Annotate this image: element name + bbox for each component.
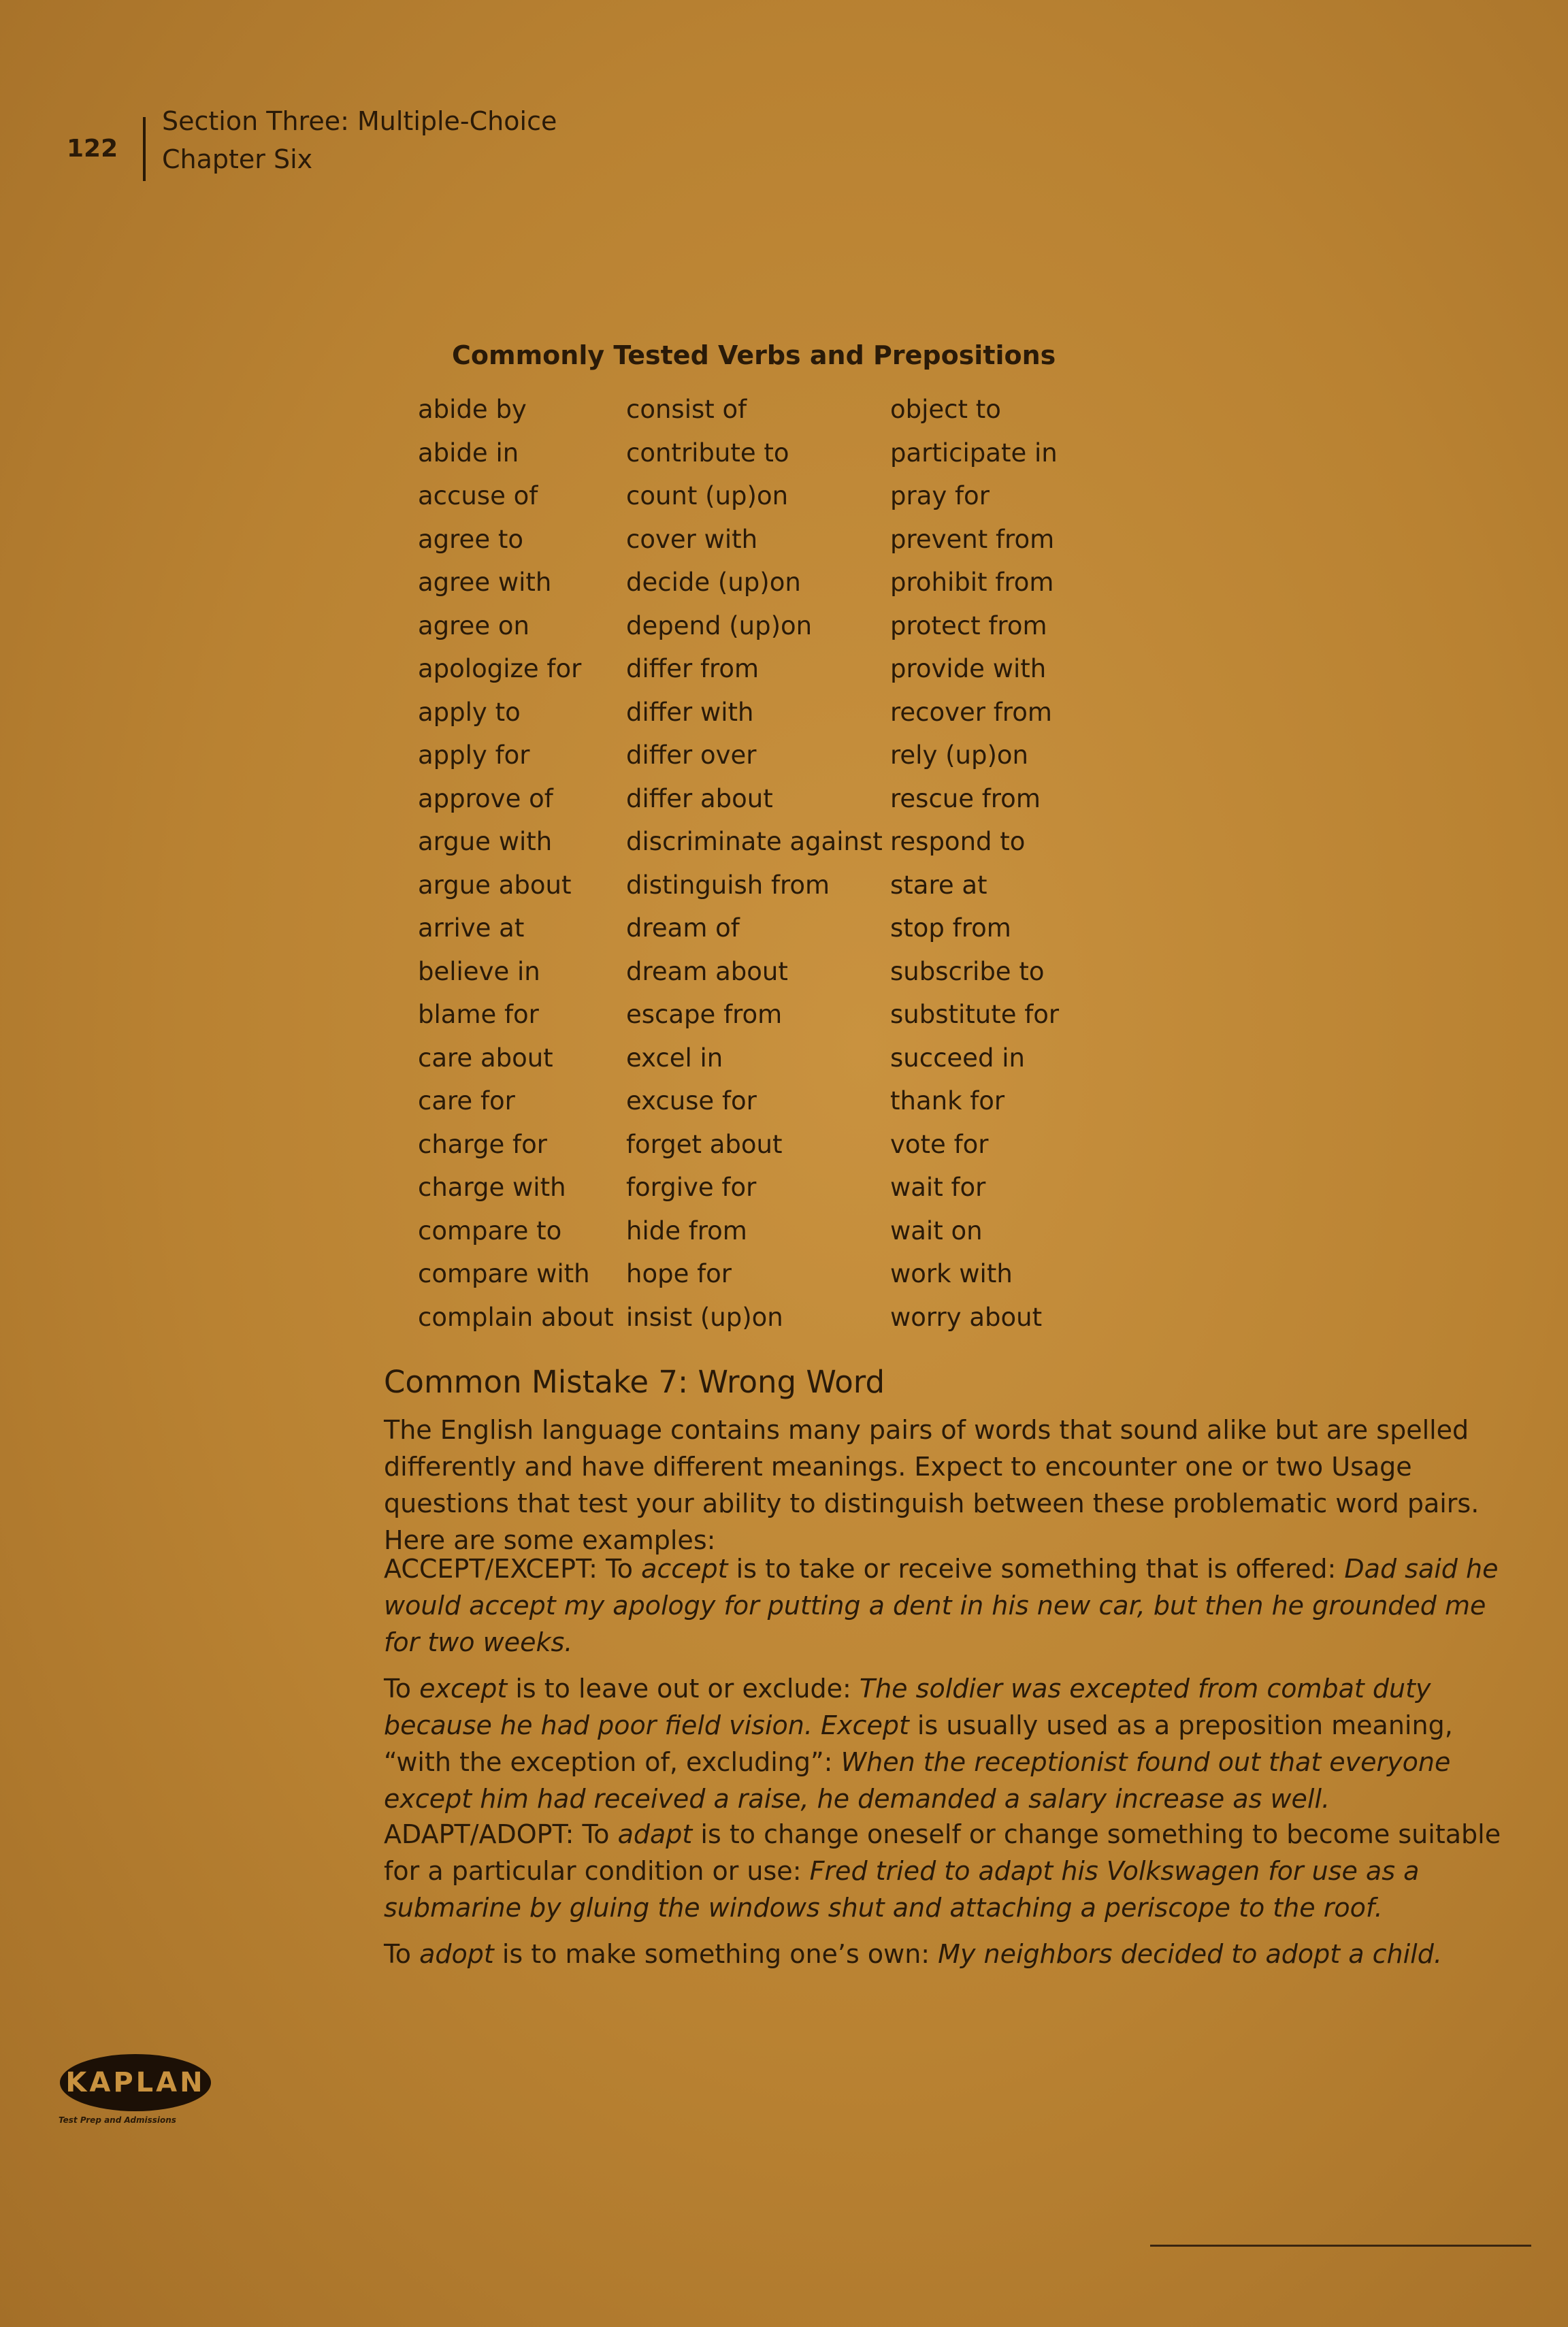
verb-preposition-entry: succeed in <box>890 1043 1025 1073</box>
verb-preposition-entry: hide from <box>626 1216 747 1246</box>
verb-preposition-entry: decide (up)on <box>626 568 801 597</box>
verb-preposition-entry: stop from <box>890 913 1011 943</box>
verb-preposition-entry: substitute for <box>890 1000 1060 1029</box>
verb-preposition-entry: prevent from <box>890 524 1055 554</box>
verb-preposition-entry: worry about <box>890 1302 1043 1332</box>
verb-preposition-entry: abide in <box>418 438 519 468</box>
verb-preposition-entry: object to <box>890 395 1001 424</box>
verb-preposition-entry: count (up)on <box>626 481 789 510</box>
verb-preposition-entry: apply to <box>418 697 521 727</box>
verb-preposition-entry: differ about <box>626 783 773 813</box>
verb-preposition-entry: insist (up)on <box>626 1302 783 1332</box>
header-section: Section Three: Multiple-Choice <box>162 106 557 136</box>
verb-preposition-entry: differ from <box>626 654 760 683</box>
verb-preposition-entry: care for <box>418 1086 515 1116</box>
verb-preposition-entry: accuse of <box>418 481 538 510</box>
verb-column-3 <box>890 388 1059 1339</box>
verb-preposition-entry: recover from <box>890 697 1052 727</box>
header-divider <box>143 117 146 181</box>
verb-preposition-entry: agree to <box>418 524 523 554</box>
verb-preposition-entry: differ with <box>626 697 754 727</box>
kaplan-logo <box>60 2054 211 2111</box>
verb-preposition-entry: pray for <box>890 481 990 510</box>
verb-preposition-entry: argue with <box>418 827 553 856</box>
verb-preposition-entry: participate in <box>890 438 1058 468</box>
verb-preposition-entry: cover with <box>626 524 758 554</box>
verb-preposition-entry: rely (up)on <box>890 741 1028 770</box>
verb-column-1 <box>418 388 614 1339</box>
verb-preposition-entry: excuse for <box>626 1086 757 1116</box>
verb-preposition-entry: believe in <box>418 956 540 986</box>
verb-preposition-entry: charge for <box>418 1129 547 1159</box>
verb-preposition-entry: wait for <box>890 1173 986 1202</box>
verb-preposition-entry: excel in <box>626 1043 723 1073</box>
verb-preposition-entry: complain about <box>418 1302 614 1332</box>
verb-column-2 <box>626 388 883 1339</box>
verb-preposition-entry: depend (up)on <box>626 611 813 640</box>
accept-definition: ACCEPT/EXCEPT: To accept is to take or receive something that is offered: Dad said he would accept my apology for putting a dent in his new car, but then he grounded me for two weeks. <box>384 1554 1499 1657</box>
adapt-definition: ADAPT/ADOPT: To adapt is to change oneself or change something to become suitable for a particular condition or use: Fred tried to adapt his Volkswagen for use as a submarine by gluing the windows shut and attaching a periscope to the roof. <box>384 1819 1501 1923</box>
logo-text: KAPLAN <box>65 2067 206 2098</box>
verb-preposition-entry: agree with <box>418 568 552 597</box>
accept-except-entry <box>384 1550 1527 1817</box>
verb-preposition-entry: stare at <box>890 870 987 900</box>
verb-preposition-entry: forget about <box>626 1129 783 1159</box>
intro-paragraph <box>384 1412 1527 1559</box>
intro-text: The English language contains many pairs of words that sound alike but are spelled differently and have different meanings. Expect to encounter one or two Usage questions that test your ability to distinguish between these problematic word pairs. Here are some examples: <box>384 1415 1480 1555</box>
verb-preposition-entry: distinguish from <box>626 870 830 900</box>
verb-preposition-entry: apply for <box>418 741 530 770</box>
verb-preposition-entry: argue about <box>418 870 572 900</box>
verb-preposition-entry: consist of <box>626 395 747 424</box>
verb-preposition-entry: compare to <box>418 1216 562 1246</box>
verb-preposition-entry: differ over <box>626 741 757 770</box>
verb-preposition-entry: hope for <box>626 1259 732 1288</box>
verb-preposition-entry: prohibit from <box>890 568 1054 597</box>
except-definition: To except is to leave out or exclude: The soldier was excepted from combat duty because he had poor field vision. Except is usually used as a preposition meaning, “with the exception of, excluding”: When the receptionist found out that everyone except him had received a raise, he demanded a salary increase as well. <box>384 1674 1453 1814</box>
verb-preposition-entry: apologize for <box>418 654 582 683</box>
adopt-definition: To adopt is to make something one’s own: My neighbors decided to adopt a child. <box>384 1939 1442 1969</box>
verb-preposition-entry: provide with <box>890 654 1047 683</box>
page-number: 122 <box>67 135 118 163</box>
verb-preposition-entry: forgive for <box>626 1173 757 1202</box>
verb-preposition-entry: respond to <box>890 827 1026 856</box>
table-title: Commonly Tested Verbs and Prepositions <box>452 340 1056 370</box>
verb-preposition-entry: discriminate against <box>626 827 883 856</box>
verb-preposition-entry: escape from <box>626 1000 783 1029</box>
header-chapter: Chapter Six <box>162 144 313 174</box>
verb-preposition-entry: approve of <box>418 783 553 813</box>
verb-preposition-entry: work with <box>890 1259 1013 1288</box>
verb-preposition-entry: charge with <box>418 1173 566 1202</box>
verb-preposition-entry: dream of <box>626 913 740 943</box>
verb-preposition-entry: compare with <box>418 1259 590 1288</box>
verb-preposition-entry: care about <box>418 1043 553 1073</box>
verb-preposition-entry: vote for <box>890 1129 989 1159</box>
section-heading: Common Mistake 7: Wrong Word <box>384 1364 885 1400</box>
verb-preposition-entry: dream about <box>626 956 788 986</box>
verb-preposition-entry: thank for <box>890 1086 1005 1116</box>
adapt-adopt-entry <box>384 1816 1527 1972</box>
verb-preposition-entry: subscribe to <box>890 956 1045 986</box>
verb-preposition-entry: rescue from <box>890 783 1041 813</box>
verb-preposition-entry: abide by <box>418 395 527 424</box>
verb-preposition-entry: arrive at <box>418 913 525 943</box>
verb-preposition-entry: blame for <box>418 1000 539 1029</box>
footer-divider <box>1150 2245 1531 2247</box>
verb-preposition-entry: protect from <box>890 611 1047 640</box>
verb-preposition-entry: wait on <box>890 1216 983 1246</box>
verb-preposition-entry: agree on <box>418 611 529 640</box>
verb-preposition-entry: contribute to <box>626 438 789 468</box>
logo-tagline: Test Prep and Admissions <box>59 2115 176 2125</box>
running-header <box>162 102 557 178</box>
